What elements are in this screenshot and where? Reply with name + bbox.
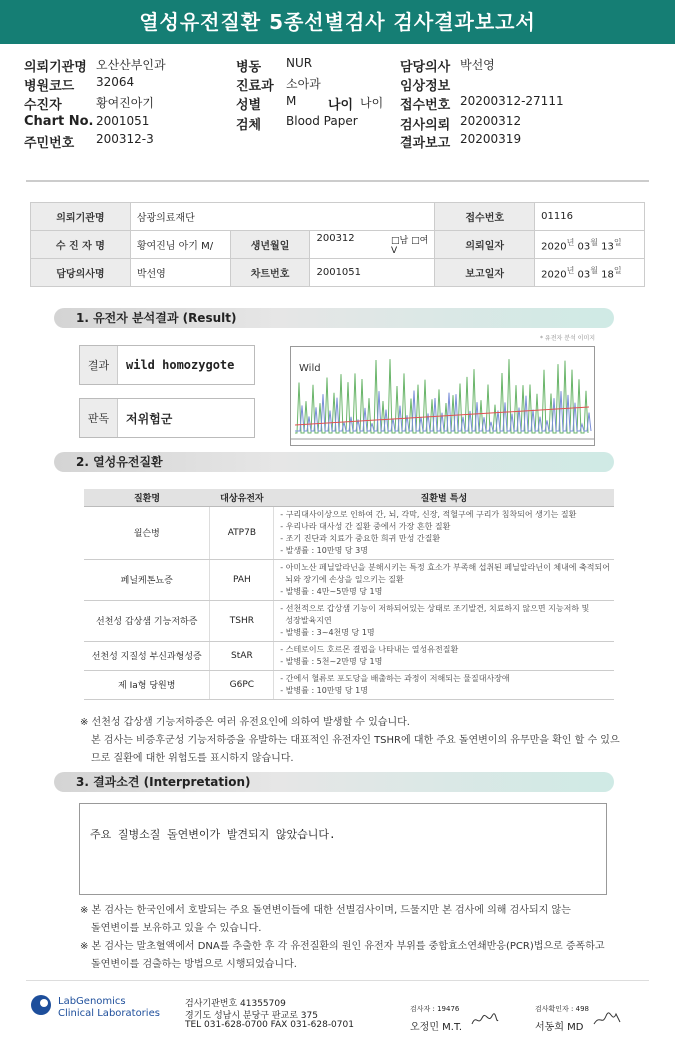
disease-features (274, 600, 614, 641)
report-meta (0, 52, 675, 152)
lab-subname: Clinical Laboratories (58, 1008, 160, 1019)
disease-feature-line: - 발병률 : 3~4천명 당 1명 (280, 627, 375, 637)
report-title: 열성유전질환 5종선별검사 검사결과보고서 (0, 0, 675, 44)
disease-table (84, 489, 614, 700)
disease-name: 선천성 지질성 부신과형성증 (84, 641, 210, 670)
info-header: 차트번호 (230, 259, 310, 287)
meta-label: 주민번호 (24, 136, 75, 151)
meta-sex: M (286, 94, 297, 108)
disease-feature-line: - 간에서 혈류로 포도당을 배출하는 과정이 저해되는 물질대사장애 (280, 673, 510, 683)
info-chart: 2001051 (310, 259, 435, 287)
lab-address: 경기도 성남시 분당구 판교로 375 (185, 1011, 318, 1021)
meta-label: 결과보고 (400, 136, 451, 151)
date-year: 2020 (541, 269, 567, 281)
footer (0, 988, 675, 1040)
info-sex-options (391, 233, 428, 256)
meta-id: 200312-3 (96, 132, 154, 146)
meta-label: 진료과 (236, 79, 274, 94)
meta-hospital-code: 32064 (96, 75, 135, 89)
judge-box (79, 398, 255, 438)
disease-feature-line: - 조기 진단과 치료가 중요한 희귀 만성 간질환 (280, 533, 441, 543)
disease-feature-line: 성장발육지연 (280, 615, 332, 625)
tester-name: 오정민 M.T. (410, 1022, 463, 1033)
disease-gene: PAH (210, 559, 274, 600)
date-unit: 월 (590, 237, 598, 247)
date-day: 13 (601, 241, 614, 253)
date-month: 03 (577, 241, 591, 253)
info-report-date (535, 259, 645, 287)
meta-label: Chart No. (24, 114, 94, 129)
disease-feature-line: - 발생률 : 10만명 당 3명 (280, 545, 368, 555)
disease-name: 페닐케톤뇨증 (84, 559, 210, 600)
tester-signature-icon (470, 1012, 500, 1028)
section-result-heading: 1. 유전자 분석결과 (Result) (54, 308, 614, 328)
meta-report: 20200319 (460, 132, 522, 146)
disease-feature-line: - 아미노산 페닐알라닌을 분해시키는 특정 효소가 부족해 섭취된 페닐알라닌이 체내에 축적되어 (280, 562, 610, 572)
meta-label: 담당의사 (400, 60, 451, 75)
info-request-date (535, 231, 645, 259)
date-day: 18 (601, 269, 614, 281)
meta-institution: 오산산부인과 (96, 58, 166, 72)
disease-feature-line: - 발병률 : 10만명 당 1명 (280, 685, 368, 695)
meta-receipt: 20200312-27111 (460, 94, 564, 108)
meta-ward: NUR (286, 56, 313, 70)
disease-name: 선천성 갑상샘 기능저하증 (84, 600, 210, 641)
disease-col-gene: 대상유전자 (210, 489, 274, 506)
footer-divider (26, 980, 649, 981)
date-month: 03 (577, 269, 591, 281)
lab-phone: TEL 031-628-0700 FAX 031-628-0701 (185, 1020, 354, 1030)
disease-name: 윌슨병 (84, 506, 210, 559)
disease-feature-line: - 발병률 : 5천~2만명 당 1명 (280, 656, 383, 666)
lab-name: LabGenomics (58, 996, 126, 1007)
info-receipt: 01116 (535, 203, 645, 231)
info-header: 접수번호 (435, 203, 535, 231)
meta-request: 20200312 (460, 114, 522, 128)
meta-label: 검체 (236, 118, 262, 133)
disease-row (84, 559, 614, 600)
disease-feature-line: 뇌와 장기에 손상을 일으키는 질환 (280, 574, 404, 584)
date-year: 2020 (541, 241, 567, 253)
date-unit: 년 (566, 237, 575, 247)
disease-feature-line: - 스테로이드 호르몬 결핍을 나타내는 열성유전질환 (280, 644, 459, 654)
result-label: 결과 (80, 346, 118, 384)
note-line: ※ 본 검사는 한국인에서 호발되는 주요 돌연변이들에 대한 선별검사이며, 드물지만 본 검사에 의해 검사되지 않는 (80, 905, 571, 916)
chromatogram-graphic (291, 347, 594, 445)
meta-age: 나이 (360, 96, 384, 110)
disease-name: 제 Ia형 당원병 (84, 670, 210, 699)
divider (26, 180, 649, 182)
disease-gene: G6PC (210, 670, 274, 699)
disease-feature-line: - 구리대사이상으로 인하여 간, 뇌, 각막, 신장, 적혈구에 구리가 침착되어 생기는 질환 (280, 509, 577, 519)
meta-label: 접수번호 (400, 98, 451, 113)
section-disease-heading: 2. 열성유전질환 (54, 452, 614, 472)
patient-info-table (30, 202, 645, 287)
info-header: 의뢰기관명 (31, 203, 131, 231)
disease-feature-line: - 선천적으로 갑상샘 기능이 저하되어있는 상태로 조기발견, 치료하지 않으면 지능저하 및 (280, 603, 590, 613)
analysis-image-note: * 유전자 분석 이미지 (540, 335, 596, 342)
meta-dept: 소아과 (286, 77, 321, 91)
disease-gene: TSHR (210, 600, 274, 641)
info-header: 보고일자 (435, 259, 535, 287)
info-patient: 황여진님 아기 M/ (130, 231, 230, 259)
info-header: 수 진 자 명 (31, 231, 131, 259)
info-doctor: 박선영 (130, 259, 230, 287)
disease-row (84, 506, 614, 559)
disease-features (274, 559, 614, 600)
meta-label: 성별 (236, 98, 262, 113)
confirmer-label: 검사확인자 : 498 (535, 1005, 589, 1013)
result-value: wild homozygote (126, 358, 235, 372)
chromatogram-image (290, 346, 595, 446)
disease-feature-line: - 발병률 : 4만~5만명 당 1명 (280, 586, 383, 596)
meta-label: 임상정보 (400, 79, 451, 94)
chromatogram-label: Wild (299, 363, 321, 374)
date-unit: 일 (613, 265, 622, 275)
confirmer-name: 서동희 MD (535, 1022, 584, 1033)
info-birth-date: 200312 (316, 233, 355, 244)
sex-check-mark: V (391, 246, 398, 256)
judge-value: 저위험군 (126, 411, 173, 426)
thyroid-note (80, 714, 620, 768)
disease-gene: StAR (210, 641, 274, 670)
note-line: 본 검사는 비증후군성 기능저하증을 유발하는 대표적인 유전자인 TSHR에 대한 주요 돌연변이의 유무만을 확인 할 수 있으 (91, 735, 620, 746)
info-header: 생년월일 (230, 231, 310, 259)
meta-chart: 2001051 (96, 114, 150, 128)
date-unit: 일 (613, 237, 622, 247)
disease-gene: ATP7B (210, 506, 274, 559)
method-note (80, 902, 640, 974)
disease-features (274, 641, 614, 670)
sex-checkbox-options: □남 □여 (391, 236, 429, 246)
judge-label: 판독 (80, 399, 118, 437)
meta-recipient: 황여진아기 (96, 96, 154, 110)
interpretation-box (79, 803, 607, 895)
tester-label: 검사자 : 19476 (410, 1005, 460, 1013)
disease-feature-line: - 우리나라 대사성 간 질환 중에서 가장 흔한 질환 (280, 521, 451, 531)
meta-label: 의뢰기관명 (24, 60, 87, 75)
disease-features (274, 506, 614, 559)
disease-row (84, 641, 614, 670)
info-institution: 삼광의료재단 (130, 203, 435, 231)
note-line: 돌연변이를 검출하는 방법으로 시행되었습니다. (91, 959, 297, 970)
disease-col-name: 질환명 (84, 489, 210, 506)
meta-label: 나이 (328, 98, 354, 113)
disease-row (84, 670, 614, 699)
disease-features (274, 670, 614, 699)
info-header: 의뢰일자 (435, 231, 535, 259)
meta-label: 병동 (236, 60, 262, 75)
disease-row (84, 600, 614, 641)
info-birth (310, 231, 435, 259)
disease-col-feature: 질환별 특성 (274, 489, 614, 506)
confirmer-signature-icon (592, 1010, 622, 1028)
meta-label: 수진자 (24, 98, 62, 113)
interpretation-text: 주요 질병소질 돌연변이가 발견되지 않았습니다. (90, 828, 336, 841)
section-interpretation-heading: 3. 결과소견 (Interpretation) (54, 772, 614, 792)
meta-label: 병원코드 (24, 79, 75, 94)
note-line: ※ 본 검사는 말초혈액에서 DNA를 추출한 후 각 유전질환의 원인 유전자 부위를 중합효소연쇄반응(PCR)법으로 증폭하고 (80, 941, 605, 952)
date-unit: 년 (566, 265, 575, 275)
meta-label: 검사의뢰 (400, 118, 451, 133)
meta-doctor: 박선영 (460, 58, 495, 72)
labgenomics-logo-icon (30, 994, 52, 1016)
note-line: ※ 선천성 갑상샘 기능저하증은 여러 유전요인에 의하여 발생할 수 있습니다. (80, 717, 410, 728)
note-line: 므로 질환에 대한 위험도를 표시하지 않습니다. (91, 753, 294, 764)
result-box (79, 345, 255, 385)
lab-license: 검사기관번호 41355709 (185, 999, 286, 1009)
info-header: 담당의사명 (31, 259, 131, 287)
note-line: 돌연변이를 보유하고 있을 수 있습니다. (91, 923, 262, 934)
meta-specimen: Blood Paper (286, 114, 358, 128)
date-unit: 월 (590, 265, 598, 275)
